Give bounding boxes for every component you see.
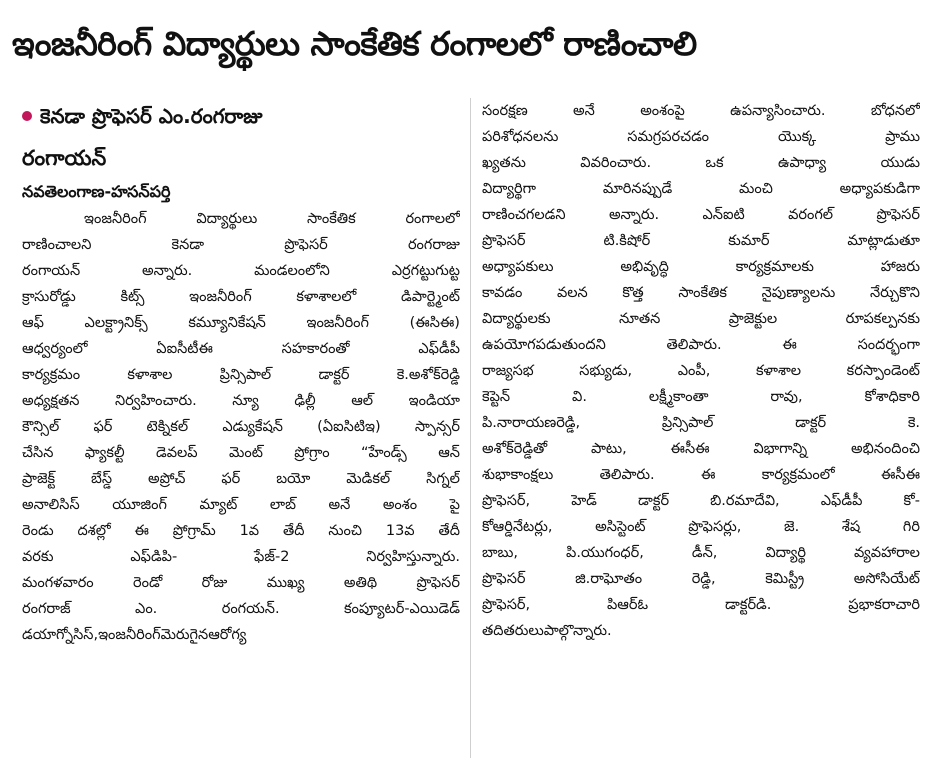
article-text-line: కావడం వలన కొత్త సాంకేతిక నైపుణ్యాలను నేర్చుకొని [482, 285, 920, 301]
article-text-line: విద్యార్థిగా మారినప్పుడే మంచి అధ్యాపకుడిగా [482, 181, 920, 197]
subheadline-text: కెనడా ప్రొఫెసర్ ఎం.రంగరాజు [40, 104, 263, 128]
article-text-line: రాజ్యసభ సభ్యుడు, ఎంపీ, కళాశాల కరస్పాండెంట్ [482, 363, 920, 379]
article-text-line: బాబు, పి.యుగంధర్, డీన్, విద్యార్థి వ్యవహారాల [482, 545, 920, 561]
article-text-line: ప్రాజెక్ట్ బేస్డ్ అప్రోచ్ ఫర్ బయో మెడికల్ సిగ్నల్ [22, 471, 460, 487]
article-subheadline [22, 100, 460, 132]
article-text-line: రాణించగలడని అన్నారు. ఎన్ఐటి వరంగల్ ప్రొఫెసర్ [482, 207, 920, 223]
article-text-line: చేసిన ఫ్యాకల్టీ డెవలప్ మెంట్ ప్రోగ్రాం “హేండ్స్ ఆన్ [22, 445, 460, 461]
article-body-right [482, 98, 920, 644]
bullet-icon [22, 111, 32, 121]
article-text-line: కార్యక్రమం కళాశాల ప్రిన్సిపాల్ డాక్టర్ కె.అశోక్‌రెడ్డి [22, 367, 460, 383]
article-column-left [22, 100, 460, 648]
article-text-line: ఆఫ్ ఎలక్ట్రానిక్స్ కమ్యూనికేషన్ ఇంజనీరింగ్ (ఈసిఈ) [22, 315, 460, 331]
article-text-line: సంరక్షణ అనే అంశంపై ఉపన్యాసించారు. బోధనలో [482, 103, 920, 119]
article-text-line: అనాలిసిస్ యూజింగ్ మ్యాట్ లాబ్ అనే అంశం పై [22, 497, 460, 513]
article-text-line: ఉపయోగపడుతుందని తెలిపారు. ఈ సందర్భంగా [482, 337, 920, 353]
article-text-line: ఖ్యతను వివరించారు. ఒక ఉపాధ్యా యుడు [482, 155, 920, 171]
article-dateline: నవతెలంగాణ-హసన్‌పర్తి [22, 182, 171, 201]
article-text-line: ప్రొఫెసర్, పిఆర్‌ఓ డాక్టర్‌డి. ప్రభాకరాచారి [482, 597, 920, 613]
article-text-line: డయాగ్నోసిస్, ఇంజనీరింగ్ మెరుగైన ఆరోగ్య [22, 627, 247, 643]
column-divider [470, 98, 471, 758]
article-text-line: వరకు ఎఫ్‌డిపి- ఫేజ్-2 నిర్వహిస్తున్నారు. [22, 549, 460, 565]
article-text-line: కౌన్సిల్ ఫర్ టెక్నికల్ ఎడ్యుకేషన్ (ఏఐసిటిఇ) స్పాన్సర్ [22, 419, 460, 435]
article-text-line: తదితరులు పాల్గొన్నారు. [482, 623, 612, 639]
article-text-line: రంగరాజ్ ఎం. రంగయన్. కంప్యూటర్-ఎయిడెడ్ [22, 601, 460, 617]
article-text-line: ఇంజనీరింగ్ విద్యార్థులు సాంకేతిక రంగాలలో [84, 211, 460, 227]
article-text-line: రెండు దశల్లో ఈ ప్రోగ్రామ్ 1వ తేదీ నుంచి 13వ తేదీ [22, 523, 460, 539]
article-text-line: విద్యార్థులకు నూతన ప్రాజెక్టుల రూపకల్పనకు [482, 311, 920, 327]
article-text-line: ప్రొఫెసర్, హెడ్ డాక్టర్ బి.రమాదేవి, ఎఫ్‌డీపీ కో- [482, 493, 920, 509]
article-text-line: అధ్యక్షతన నిర్వహించారు. న్యూ ఢిల్లీ ఆల్ ఇండియా [22, 393, 460, 409]
article-text-line: శుభాకాంక్షలు తెలిపారు. ఈ కార్యక్రమంలో ఈసీఈ [482, 467, 920, 483]
article-text-line: ప్రొఫెసర్ టి.కిషోర్ కుమార్ మాట్లాడుతూ [482, 233, 920, 249]
article-text-line: ఆధ్వర్యంలో ఏఐసీటీఈ సహకారంతో ఎఫ్‌డీపీ [22, 341, 460, 357]
article-text-line: కెప్టెన్ వి. లక్ష్మీకాంతా రావు, కోశాధికారి [482, 389, 920, 405]
article-text-line: మంగళవారం రెండో రోజు ముఖ్య అతిథి ప్రొఫెసర్ [22, 575, 460, 591]
article-body-left [22, 206, 460, 648]
article-text-line: పి.నారాయణరెడ్డి, ప్రిన్సిపాల్ డాక్టర్ కె. [482, 415, 920, 431]
article-column-right [482, 98, 920, 644]
article-text-line: కోఆర్డినేటర్లు, అసిస్టెంట్ ప్రొఫెసర్లు, జె. శేష గిరి [482, 519, 920, 535]
article-text-line: పరిశోధనలను సమగ్రపరచడం యొక్క ప్రాము [482, 129, 920, 145]
article-text-line: క్రాసురోడ్డు కిట్స్ ఇంజనీరింగ్ కళాశాలలో డిపార్ట్మెంట్ [22, 289, 460, 305]
article-text-line: ప్రొఫెసర్ జి.రాఘోతం రెడ్డి, కెమిస్ట్రీ అసోసియేట్ [482, 571, 920, 587]
article-headline: ఇంజనీరింగ్ విద్యార్థులు సాంకేతిక రంగాలలో రాణించాలి [12, 24, 697, 63]
article-text-line: రాణించాలని కెనడా ప్రొఫెసర్ రంగరాజు [22, 237, 460, 253]
article-text-line: అధ్యాపకులు అభివృద్ధి కార్యక్రమాలకు హాజరు [482, 259, 920, 275]
article-text-line: రంగాయన్ అన్నారు. మండలంలోని ఎర్రగట్టుగుట్ట [22, 263, 460, 279]
article-text-line: అశోక్‌రెడ్డితో పాటు, ఈసీఈ విభాగాన్ని అభినందించి [482, 441, 920, 457]
article-author: రంగాయన్ [22, 146, 107, 170]
